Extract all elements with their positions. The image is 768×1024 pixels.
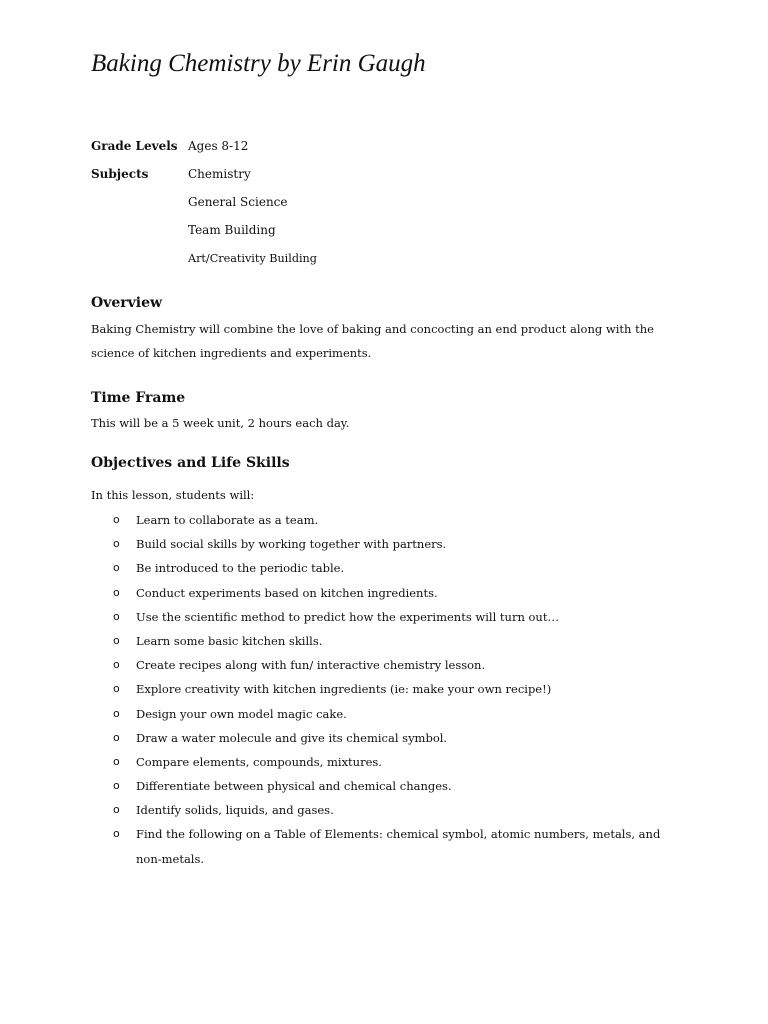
list-item: [0, 677, 768, 701]
list-item: [0, 581, 768, 605]
list-item-text: Conduct experiments based on kitchen ingredients.: [136, 585, 438, 600]
bullet-marker: o: [113, 633, 120, 647]
objectives-intro: In this lesson, students will:: [91, 488, 255, 502]
list-item: [0, 774, 768, 798]
list-item-text: Build social skills by working together with partners.: [136, 537, 447, 552]
grade-levels-value: Ages 8-12: [188, 139, 249, 153]
bullet-marker: o: [113, 682, 120, 696]
list-item: [0, 508, 768, 532]
overview-text: Baking Chemistry will combine the love of baking and concocting an end product along with the science of kitchen ingredients and experiments.: [91, 322, 654, 360]
list-item-text: Draw a water molecule and give its chemical symbol.: [136, 730, 448, 745]
time-frame-text: This will be a 5 week unit, 2 hours each day.: [91, 416, 350, 430]
objectives-list: [0, 508, 768, 870]
subject-item: Team Building: [188, 223, 276, 237]
grade-levels-label: Grade Levels: [91, 139, 178, 153]
list-item-text: Compare elements, compounds, mixtures.: [136, 754, 382, 769]
list-item: [0, 653, 768, 677]
bullet-marker: o: [113, 706, 120, 720]
bullet-marker: o: [113, 585, 120, 599]
list-item: [0, 532, 768, 556]
bullet-marker: o: [113, 827, 120, 841]
subject-item: Art/Creativity Building: [188, 252, 317, 265]
subject-item: Chemistry: [188, 167, 251, 181]
list-item: [0, 726, 768, 750]
bullet-marker: o: [113, 658, 120, 672]
objectives-heading: Objectives and Life Skills: [91, 455, 290, 471]
time-frame-heading: Time Frame: [91, 390, 186, 406]
bullet-marker: o: [113, 754, 120, 768]
list-item: [0, 605, 768, 629]
list-item-text: Identify solids, liquids, and gases.: [136, 803, 334, 818]
list-item: [0, 750, 768, 774]
list-item-text: Explore creativity with kitchen ingredients (ie: make your own recipe!): [136, 682, 552, 697]
bullet-marker: o: [113, 803, 120, 817]
list-item-text: Learn some basic kitchen skills.: [136, 633, 323, 648]
bullet-marker: o: [113, 730, 120, 744]
list-item-text: Differentiate between physical and chemical changes.: [136, 779, 452, 794]
list-item-text: Be introduced to the periodic table.: [136, 561, 345, 576]
list-item: [0, 798, 768, 822]
overview-heading: Overview: [91, 295, 163, 311]
list-item-text: Design your own model magic cake.: [136, 706, 347, 721]
list-item: [0, 702, 768, 726]
bullet-marker: o: [113, 561, 120, 575]
subjects-label: Subjects: [91, 167, 149, 181]
list-item-text: Learn to collaborate as a team.: [136, 513, 319, 527]
list-item: [0, 822, 768, 870]
bullet-marker: o: [113, 609, 120, 623]
list-item-text: Find the following on a Table of Elements: chemical symbol, atomic numbers, metals, and non-metals.: [136, 827, 661, 866]
bullet-marker: o: [113, 537, 120, 551]
bullet-marker: o: [113, 779, 120, 793]
document-title: Baking Chemistry by Erin Gaugh: [91, 50, 426, 77]
bullet-marker: o: [113, 513, 120, 526]
list-item: [0, 629, 768, 653]
subject-item: General Science: [188, 195, 288, 209]
list-item-text: Create recipes along with fun/ interactive chemistry lesson.: [136, 658, 486, 673]
list-item-text: Use the scientific method to predict how the experiments will turn out…: [136, 609, 559, 624]
list-item: [0, 556, 768, 580]
